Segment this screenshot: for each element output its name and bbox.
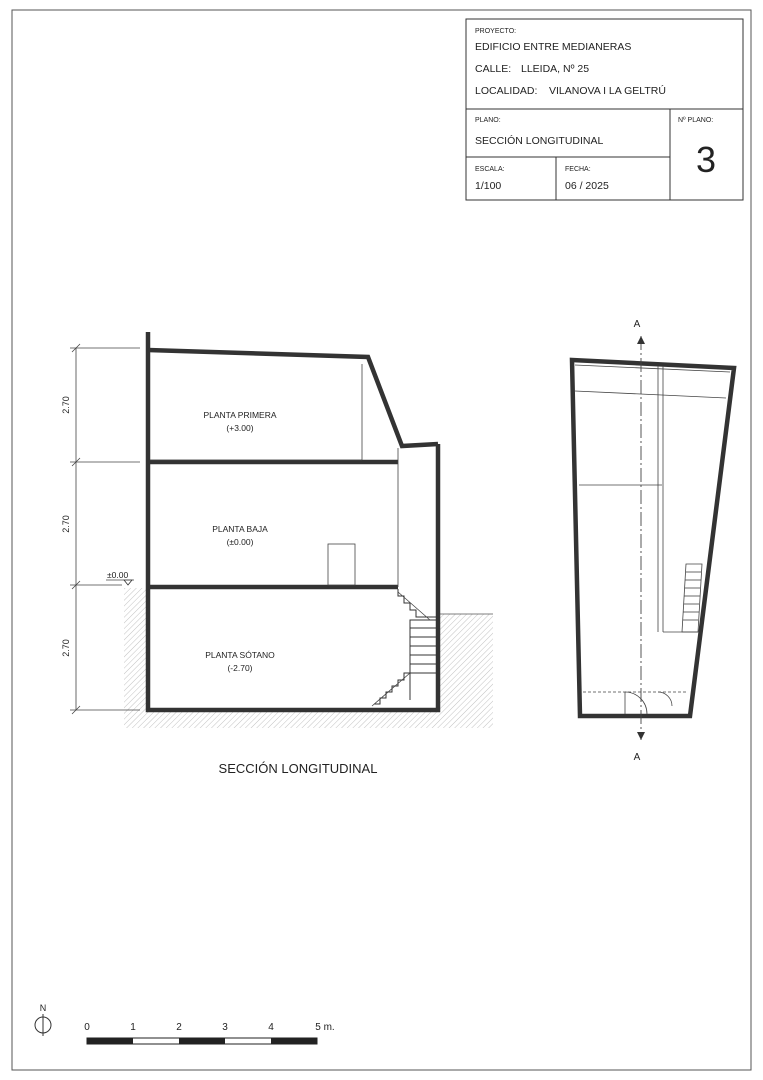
plano-label: PLANO: — [475, 117, 501, 124]
section-outline — [148, 332, 438, 710]
floor-label-sotano: PLANTA SÓTANO — [205, 650, 275, 660]
sheet-border — [12, 10, 751, 1070]
north-label: N — [39, 1003, 47, 1013]
dimension-middle: 2.70 — [61, 515, 71, 533]
localidad-label: LOCALIDAD: — [475, 85, 538, 97]
scale-tick-2: 2 — [176, 1022, 182, 1033]
fecha-value: 06 / 2025 — [565, 180, 609, 192]
scale-bar — [84, 1022, 335, 1044]
localidad-value: VILANOVA I LA GELTRÚ — [549, 85, 666, 97]
cut-label-top: A — [633, 319, 641, 330]
scale-tick-0: 0 — [84, 1022, 90, 1033]
floor-level-baja: (±0.00) — [226, 537, 254, 547]
escala-label: ESCALA: — [475, 166, 505, 173]
section-caption: SECCIÓN LONGITUDINAL — [218, 761, 378, 776]
plan-outline — [572, 360, 734, 716]
floor-label-primera: PLANTA PRIMERA — [203, 410, 277, 420]
title-block — [466, 19, 743, 200]
cut-label-bottom: A — [633, 752, 641, 763]
north-arrow — [35, 1003, 51, 1036]
plano-value: SECCIÓN LONGITUDINAL — [475, 135, 604, 147]
fecha-label: FECHA: — [565, 166, 591, 173]
dimension-top: 2.70 — [61, 396, 71, 414]
floor-level-sotano: (-2.70) — [227, 663, 253, 673]
scale-tick-3: 3 — [222, 1022, 228, 1033]
scale-tick-4: 4 — [268, 1022, 274, 1033]
plan-stair — [663, 564, 702, 632]
proyecto-label: PROYECTO: — [475, 28, 517, 35]
floor-label-baja: PLANTA BAJA — [212, 524, 268, 534]
num-plano-value: 3 — [695, 139, 717, 180]
floor-level-primera: (+3.00) — [226, 423, 254, 433]
scale-tick-1: 1 — [130, 1022, 136, 1033]
level-triangle — [124, 580, 132, 585]
dimension-bottom: 2.70 — [61, 639, 71, 657]
cut-arrow-bottom — [637, 732, 645, 740]
longitudinal-section — [61, 332, 493, 776]
proyecto-value: EDIFICIO ENTRE MEDIANERAS — [475, 41, 632, 53]
cut-arrow-top — [637, 336, 645, 344]
roof-slab — [148, 350, 438, 446]
calle-label: CALLE: — [475, 63, 512, 75]
escala-value: 1/100 — [475, 180, 502, 192]
scale-tick-5: 5 m. — [315, 1022, 335, 1033]
floor-plan — [572, 319, 734, 763]
level-mark: ±0.00 — [107, 570, 129, 580]
num-plano-label: Nº PLANO: — [678, 117, 714, 124]
door-opening — [328, 544, 355, 585]
basement-stair — [398, 589, 436, 617]
calle-value: LLEIDA, Nº 25 — [521, 63, 590, 75]
